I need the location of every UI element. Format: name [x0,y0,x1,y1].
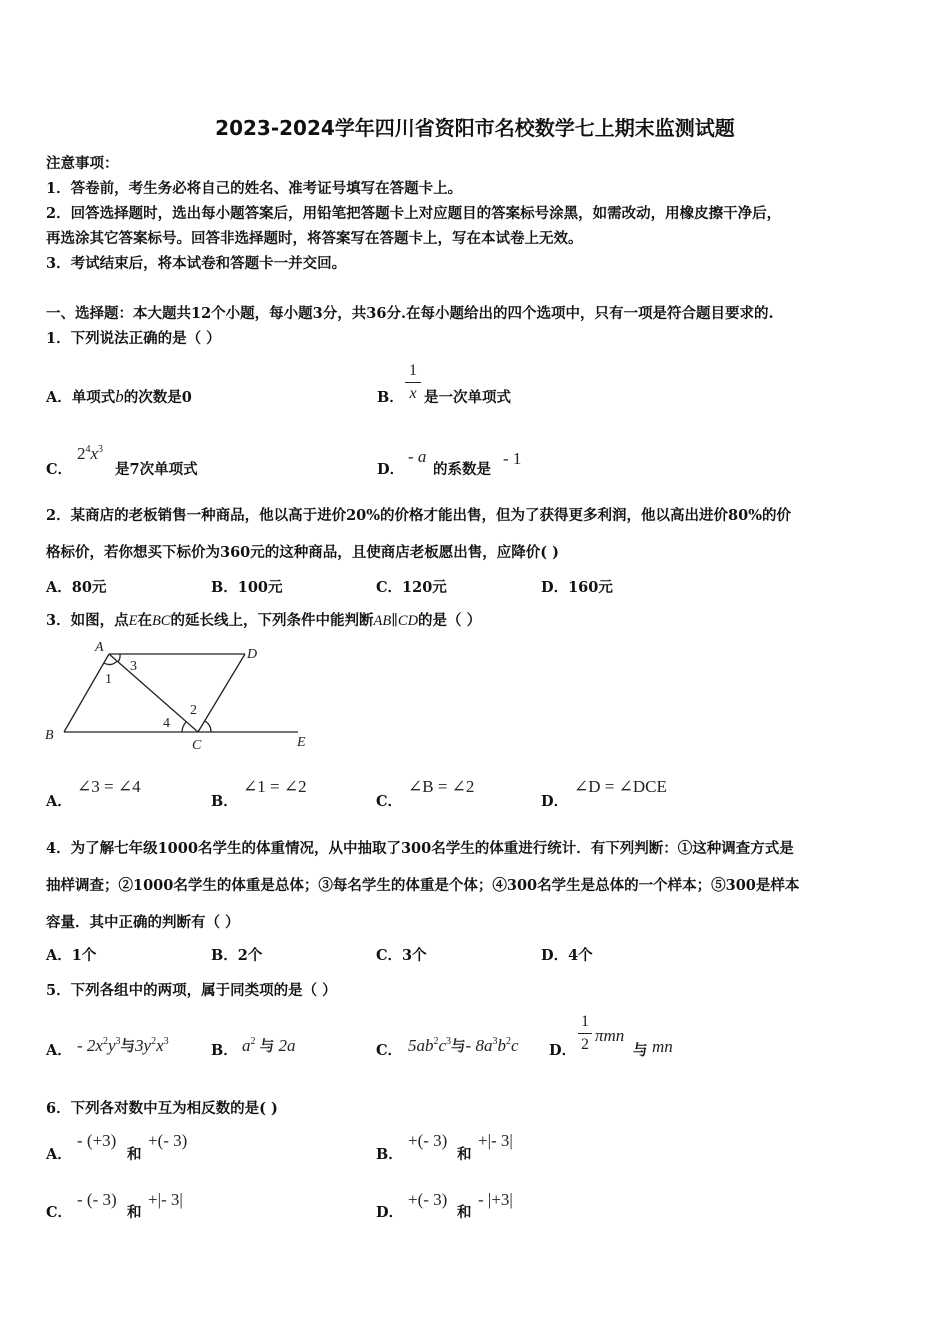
q6-option-c-left: - (- 3) [77,1190,117,1209]
arc-angle-2 [205,721,211,732]
q3-option-b-math: ∠1 = ∠2 [243,777,307,796]
q6-option-d-right: - |+3| [478,1190,513,1209]
arc-angle-4 [182,722,186,732]
q6-option-c-letter: C． [46,1204,73,1221]
q2-stem-line-1: 2．某商店的老板销售一种商品，他以高于进价20%的价格才能出售，但为了获得更多利润，他以高出进价80%的价 [46,507,791,524]
notice-item-2-cont: 再选涂其它答案标号。回答非选择题时，将答案写在答题卡上，写在本试卷上无效。 [46,230,583,247]
q6-option-d-left: +(- 3) [408,1190,448,1209]
q5-option-a-letter: A． [46,1042,72,1059]
q5-option-c-letter: C． [376,1042,403,1059]
q5-option-b-letter: B． [211,1042,238,1059]
arc-angle-1 [104,661,117,665]
q1-option-b-text: 是一次单项式 [424,389,511,406]
q4-option-b: B．2个 [211,947,263,964]
segment-cd [198,654,245,732]
q3-option-a-math: ∠3 = ∠4 [77,777,141,796]
q6-option-b-letter: B． [376,1146,403,1163]
q2-stem-line-2: 格标价，若你想买下标价为360元的这种商品，且使商店老板愿出售，应降价( ) [46,544,560,561]
q1-option-c-math: $2^4x^3$ [77,444,104,463]
q3-option-a-letter: A． [46,793,72,810]
q6-option-a-left: - (+3) [77,1131,117,1150]
q5-option-a-math: - $2x^2y^3$与$3y^2x^3$ [77,1036,169,1055]
arc-angle-3 [118,654,120,662]
q4-stem-line-1: 4．为了解七年级1000名学生的体重情况，从中抽取了300名学生的体重进行统计．有下列判断：①这种调查方式是 [46,840,794,857]
q1-stem: 1．下列说法正确的是（ ） [46,330,221,347]
notice-item-1: 1．答卷前，考生务必将自己的姓名、准考证号填写在答题卡上。 [46,180,463,197]
q3-option-c-math: ∠B = ∠2 [408,777,475,796]
q3-option-d-letter: D． [541,793,569,810]
q1-option-c-text: 是7次单项式 [115,461,198,478]
notice-item-3: 3．考试结束后，将本试卷和答题卡一并交回。 [46,255,347,272]
q5-option-b-math: $a^2$ 与 2a [242,1036,296,1055]
q4-stem-line-3: 容量．其中正确的判断有（ ） [46,914,240,931]
q5-option-d-letter: D． [549,1042,577,1059]
q2-option-b: B．100元 [211,579,283,596]
notice-heading: 注意事项： [46,155,119,172]
q4-option-d: D．4个 [541,947,593,964]
q3-stem: 3．如图，点E在BC的延长线上，下列条件中能判断AB∥CD的是（ ） [46,612,482,629]
q6-option-c-right: +|- 3| [148,1190,183,1209]
label-c: C [192,738,202,753]
q1-option-c-letter: C． [46,461,73,478]
q3-option-c-letter: C． [376,793,403,810]
q5-option-d-math-2: mn [652,1037,673,1056]
q1-option-b-fraction: 1 x [405,362,421,403]
label-angle-3: 3 [130,659,137,674]
segment-ab [64,654,109,732]
label-e: E [297,735,306,750]
q6-option-b-left: +(- 3) [408,1131,448,1150]
exam-title: 2023-2024学年四川省资阳市名校数学七上期末监测试题 [215,116,735,140]
q6-option-a-and: 和 [127,1146,142,1163]
q3-geometry-figure [40,636,320,754]
q1-option-d-letter: D． [377,461,405,478]
q2-option-a: A．80元 [46,579,107,596]
label-angle-4: 4 [163,716,170,731]
q6-option-b-right: +|- 3| [478,1131,513,1150]
q6-option-d-and: 和 [457,1204,472,1221]
section-heading: 一、选择题：本大题共12个小题，每小题3分，共36分.在每小题给出的四个选项中，只有一项是符合题目要求的. [46,305,774,322]
label-angle-1: 1 [105,672,112,687]
label-b: B [45,728,54,743]
notice-item-2: 2．回答选择题时，选出每小题答案后，用铅笔把答题卡上对应题目的答案标号涂黑，如需改动，用橡皮擦干净后， [46,205,782,222]
q4-stem-line-2: 抽样调查；②1000名学生的体重是总体；③每名学生的体重是个体；④300名学生是总体的一个样本；⑤300是样本 [46,877,800,894]
q1-option-d-text: 的系数是 [433,461,491,478]
q6-option-d-letter: D． [376,1204,404,1221]
q3-option-d-math: ∠D = ∠DCE [574,777,667,796]
q1-option-d-value: - 1 [503,449,522,468]
q1-option-b-letter: B． [377,389,404,406]
q4-option-c: C．3个 [376,947,427,964]
q4-option-a: A．1个 [46,947,97,964]
q2-option-c: C．120元 [376,579,447,596]
q5-option-d-fraction: 1 2 [578,1013,592,1054]
label-angle-2: 2 [190,703,197,718]
q3-option-b-letter: B． [211,793,238,810]
label-d: D [247,647,258,662]
q2-option-d: D．160元 [541,579,613,596]
q1-option-a: A．单项式b的次数是0 [46,387,192,406]
q6-option-c-and: 和 [127,1204,142,1221]
q6-option-a-letter: A． [46,1146,72,1163]
segment-ac [109,654,198,732]
q5-option-d-math-1: πmn [595,1026,625,1045]
q6-option-b-and: 和 [457,1146,472,1163]
q5-stem: 5．下列各组中的两项，属于同类项的是（ ） [46,982,337,999]
q1-option-d-math: - a [408,447,427,466]
label-a: A [95,640,104,655]
q6-stem: 6．下列各对数中互为相反数的是( ) [46,1100,278,1117]
q6-option-a-right: +(- 3) [148,1131,188,1150]
q5-option-c-math: $5ab^2c^3$与- $8a^3b^2c$ [408,1036,519,1055]
q5-option-d-with: 与 [633,1042,648,1059]
